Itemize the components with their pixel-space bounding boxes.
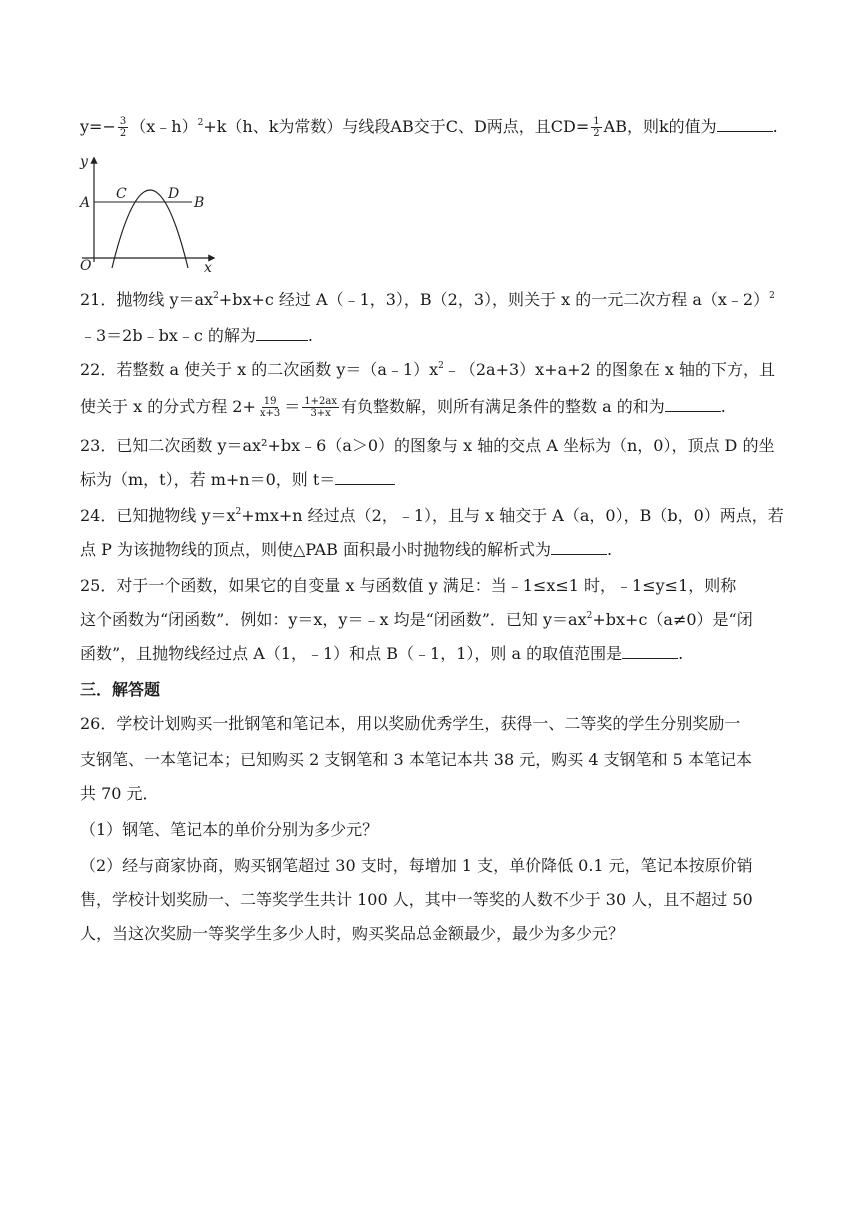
q26-line2: 支钢笔、一本笔记本；已知购买 2 支钢笔和 3 本笔记本共 38 元，购买 4 支钢笔和 5 本笔记本 <box>80 750 752 769</box>
q26-sub2-line1: （2）经与商家协商，购买钢笔超过 30 支时，每增加 1 支，单价降低 0.1 元，笔记本按原价销 <box>80 856 753 875</box>
q25-line2: 这个函数为“闭函数”．例如：y＝x，y＝﹣x 均是“闭函数”．已知 $y=ax^2+bx+c(a\ne 0)$是“闭 <box>80 610 753 629</box>
answer-blank <box>665 397 721 412</box>
q23-line2: 标为（m，t），若 m+n＝0，则 t＝ <box>80 470 395 490</box>
q20-fraction: $\frac{3}{2}$ <box>119 116 127 139</box>
q26-sub2-line2: 售，学校计划奖励一、二等奖学生共计 100 人，其中一等奖的人数不少于 30 人，且不超过 50 <box>80 890 753 909</box>
q26-sub2-line3: 人，当这次奖励一等奖学生多少人时，购买奖品总金额最少，最少为多少元？ <box>80 924 625 943</box>
point-a-label: A <box>80 195 91 211</box>
answer-blank <box>717 117 773 132</box>
point-c-label: C <box>116 186 127 202</box>
point-d-label: D <box>168 186 180 202</box>
answer-blank <box>256 326 308 341</box>
answer-blank <box>335 470 395 485</box>
x-axis-label: x <box>204 260 212 274</box>
q24-line1: 24．已知抛物线 $y=x^2+mx+n$ 经过点（2，﹣1），且与 x 轴交于 A（a，0），B（b，0）两点，若 <box>80 506 784 525</box>
q22-fraction-2: $\frac{1+2ax}{3+x}$ <box>304 396 337 419</box>
q25-line1: 25．对于一个函数，如果它的自变量 x 与函数值 y 满足：当﹣1≤x≤1 时，﹣1≤y≤1，则称 <box>80 576 737 595</box>
section-heading: 三．解答题 <box>80 680 161 699</box>
q24-line2: 点 P 为该抛物线的顶点，则使△PAB 面积最小时抛物线的解析式为 . <box>80 540 613 559</box>
q20-line: y=− $\frac{3}{2}$ （x﹣h）$^2$+k（h、k为常数）与线段AB交于C、D两点，且CD= $\frac{1}{2}$ AB，则k的值为 . <box>80 116 778 139</box>
q21-line2: ﹣3＝2b﹣bx﹣c 的解为 . <box>80 326 314 345</box>
q23-line1: 23．已知二次函数 y＝ax²+bx﹣6（a＞0）的图象与 x 轴的交点 A 坐标为（n，0），顶点 D 的坐 <box>80 436 775 455</box>
q26-line3: 共 70 元． <box>80 784 159 803</box>
origin-label: O <box>80 258 92 274</box>
answer-blank <box>622 644 678 659</box>
parabola-graph <box>74 152 224 274</box>
q26-line1: 26．学校计划购买一批钢笔和笔记本，用以奖励优秀学生，获得一、二等奖的学生分别奖励一 <box>80 714 741 733</box>
q25-line3: 函数”，且抛物线经过点 A（1，﹣1）和点 B（﹣1，1），则 a 的取值范围是 . <box>80 644 684 663</box>
q20-fraction-half: $\frac{1}{2}$ <box>593 116 600 139</box>
q26-sub1: （1）钢笔、笔记本的单价分别为多少元？ <box>80 820 379 839</box>
answer-blank <box>551 540 607 555</box>
q22-line2: 使关于 x 的分式方程 2+ $\frac{19}{x+3}$ ＝ $\frac{1+2ax}{3+x}$ 有负整数解，则所有满足条件的整数 a 的和为 . <box>80 396 726 419</box>
q22-line1: 22．若整数 a 使关于 x 的二次函数 $y=(a﹣1)x^2﹣(2a+3)x+a+2$ 的图象在 x 轴的下方，且 <box>80 360 776 379</box>
point-b-label: B <box>194 195 205 211</box>
y-axis-label: y <box>80 154 88 170</box>
q21-line1: 21．抛物线 $y=ax^2+bx+c$ 经过 A（﹣1，3），B（2，3），则关于 x 的一元二次方程 a（x﹣2）$^2$ <box>80 290 775 309</box>
q22-fraction-1: $\frac{19}{x+3}$ <box>259 396 281 419</box>
